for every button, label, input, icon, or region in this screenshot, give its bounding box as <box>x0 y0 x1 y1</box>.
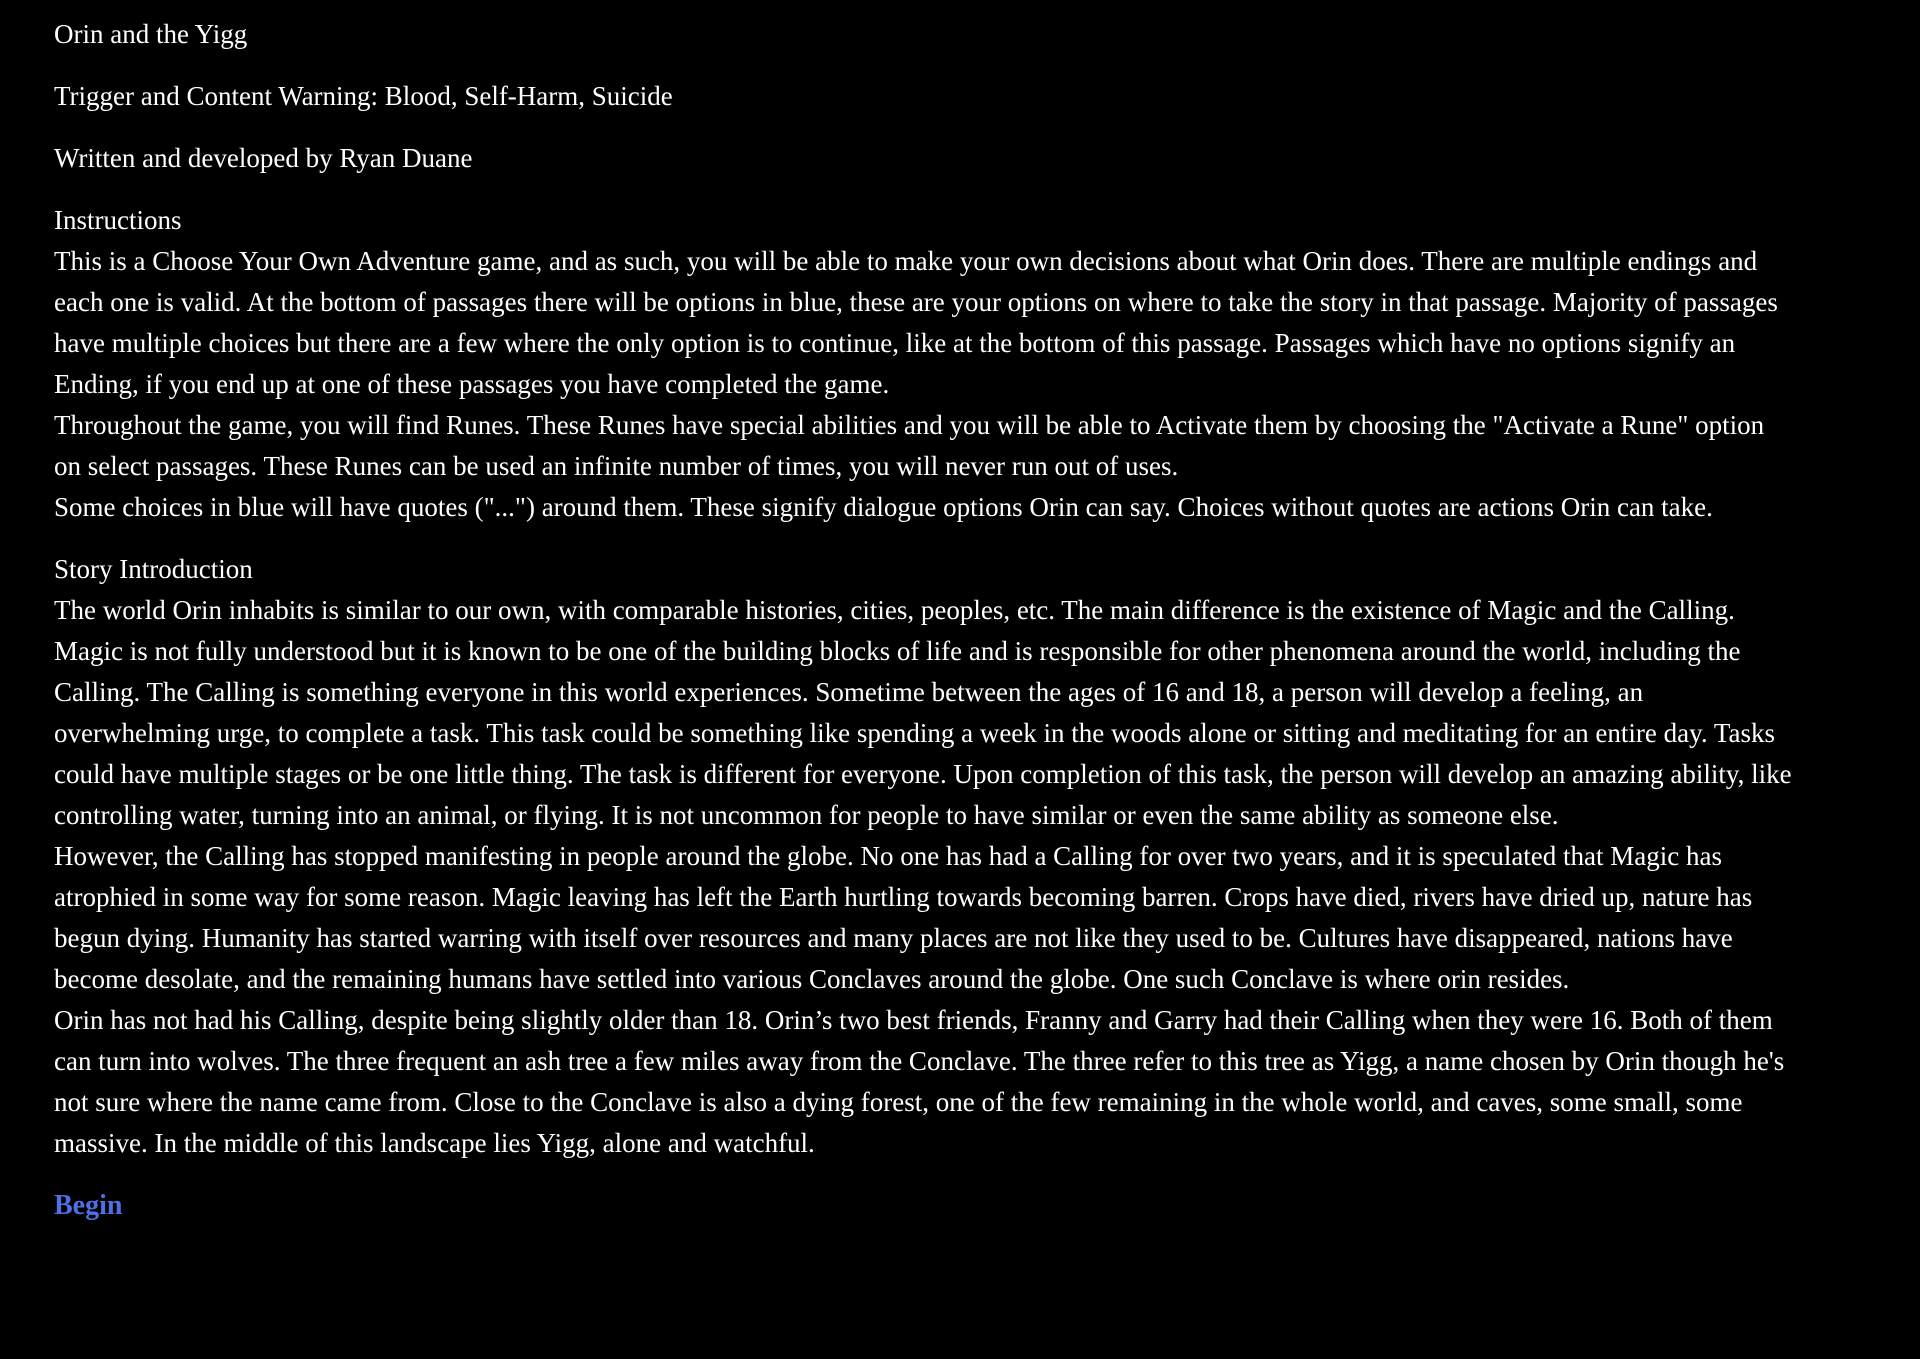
begin-link[interactable]: Begin <box>54 1190 123 1221</box>
author-credit: Written and developed by Ryan Duane <box>54 143 473 173</box>
content-warning: Trigger and Content Warning: Blood, Self-Harm, Suicide <box>54 81 673 111</box>
story-introduction-section <box>54 549 1794 1164</box>
spacer <box>54 528 1794 549</box>
spacer <box>54 179 1794 200</box>
story-paragraph: However, the Calling has stopped manifesting in people around the globe. No one has had a Calling for over two years, and it is speculated that Magic has atrophied in some way for some reason. Magic leaving has left the Earth hurtling towards becoming barren. Crops have died, rivers have dried up, nature has begun dying. Humanity has started warring with itself over resources and many places are not like they used to be. Cultures have disappeared, nations have become desolate, and the remaining humans have settled into various Conclaves around the globe. One such Conclave is where orin resides. <box>54 841 1753 994</box>
instructions-heading: Instructions <box>54 205 182 235</box>
passage <box>54 14 1794 1226</box>
instructions-section <box>54 200 1794 528</box>
spacer <box>54 55 1794 76</box>
story-paragraph: The world Orin inhabits is similar to our own, with comparable histories, cities, peoples, etc. The main difference is the existence of Magic and the Calling. Magic is not fully understood but it is known to be one of the building blocks of life and is responsible for other phenomena around the world, including the Calling. The Calling is something everyone in this world experiences. Sometime between the ages of 16 and 18, a person will develop a feeling, an overwhelming urge, to complete a task. This task could be something like spending a week in the woods alone or sitting and meditating for an entire day. Tasks could have multiple stages or be one little thing. The task is different for everyone. Upon completion of this task, the person will develop an amazing ability, like controlling water, turning into an animal, or flying. It is not uncommon for people to have similar or even the same ability as someone else. <box>54 595 1792 830</box>
instructions-paragraph: Some choices in blue will have quotes ("...") around them. These signify dialogue options Orin can say. Choices without quotes are actions Orin can take. <box>54 492 1713 522</box>
story-heading: Story Introduction <box>54 554 253 584</box>
instructions-paragraph: This is a Choose Your Own Adventure game, and as such, you will be able to make your own decisions about what Orin does. There are multiple endings and each one is valid. At the bottom of passages there will be options in blue, these are your options on where to take the story in that passage. Majority of passages have multiple choices but there are a few where the only option is to continue, like at the bottom of this passage. Passages which have no options signify an Ending, if you end up at one of these passages you have completed the game. <box>54 246 1778 399</box>
spacer <box>54 117 1794 138</box>
game-title: Orin and the Yigg <box>54 19 248 49</box>
instructions-paragraph: Throughout the game, you will find Runes. These Runes have special abilities and you will be able to Activate them by choosing the "Activate a Rune" option on select passages. These Runes can be used an infinite number of times, you will never run out of uses. <box>54 410 1765 481</box>
story-paragraph: Orin has not had his Calling, despite being slightly older than 18. Orin’s two best friends, Franny and Garry had their Calling when they were 16. Both of them can turn into wolves. The three frequent an ash tree a few miles away from the Conclave. The three refer to this tree as Yigg, a name chosen by Orin though he's not sure where the name came from. Close to the Conclave is also a dying forest, one of the few remaining in the whole world, and caves, some small, some massive. In the middle of this landscape lies Yigg, alone and watchful. <box>54 1005 1785 1158</box>
spacer <box>54 1164 1794 1185</box>
